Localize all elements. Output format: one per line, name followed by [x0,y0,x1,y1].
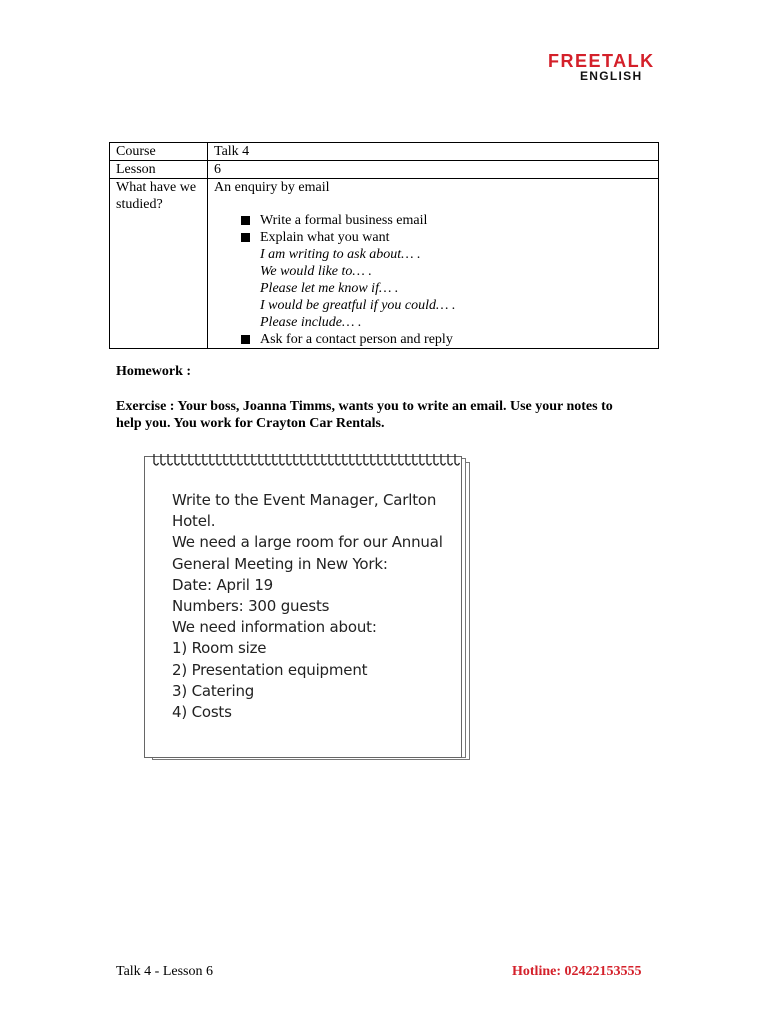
phrase-item: I would be greatful if you could… . [260,298,456,313]
notepad-line: Date: April 19 [172,575,274,594]
freetalk-logo [548,52,660,82]
footer-hotline: Hotline: 02422153555 [512,964,642,979]
notepad-line: We need a large room for our Annual [172,533,443,552]
list-item [214,212,658,229]
phrase-item: We would like to… . [260,264,372,279]
studied-bullet-list [214,212,658,246]
square-bullet-icon [241,335,250,344]
list-item [214,229,658,246]
studied-label: What have we studied? [110,179,208,349]
notepad-line: 4) Costs [172,703,232,722]
square-bullet-icon [241,233,250,242]
bullet-text: Ask for a contact person and reply [260,332,453,347]
notepad-line: General Meeting in New York: [172,554,388,573]
course-value: Talk 4 [208,143,659,161]
notepad-line: We need information about: [172,618,377,637]
homework-heading: Homework : [116,364,192,379]
phrase-item: Please let me know if… . [260,281,399,296]
notepad-text [172,490,462,723]
lesson-value: 6 [208,161,659,179]
phrase-item: I am writing to ask about… . [260,247,421,262]
table-row-lesson [110,161,659,179]
notepad-line: Numbers: 300 guests [172,597,330,616]
bullet-text: Explain what you want [260,230,390,245]
lesson-label: Lesson [110,161,208,179]
list-item [214,331,658,348]
example-phrases [214,246,658,331]
footer-course-lesson: Talk 4 - Lesson 6 [116,964,214,979]
notepad-line: 3) Catering [172,681,255,700]
table-row-studied [110,179,659,349]
notepad-line: 2) Presentation equipment [172,660,368,679]
spiral-binding-icon [150,452,460,468]
exercise-instructions: Exercise : Your boss, Joanna Timms, wants you to write an email. Use your notes to help you. You work for Crayton Car Rentals. [116,399,613,431]
square-bullet-icon [241,216,250,225]
logo-line-english: ENGLISH [580,69,643,83]
studied-title: An enquiry by email [214,180,330,195]
logo-line-freetalk: FREETALK [548,51,655,71]
table-row-course [110,143,659,161]
notepad-illustration [144,452,474,764]
course-label: Course [110,143,208,161]
notepad-line: Hotel. [172,512,216,531]
notepad-line: 1) Room size [172,639,267,658]
phrase-item: Please include… . [260,315,362,330]
lesson-info-table [109,142,659,349]
notepad-line: Write to the Event Manager, Carlton [172,491,437,509]
studied-content [208,179,659,349]
bullet-text: Write a formal business email [260,213,428,228]
studied-bullet-list-2 [214,331,658,348]
